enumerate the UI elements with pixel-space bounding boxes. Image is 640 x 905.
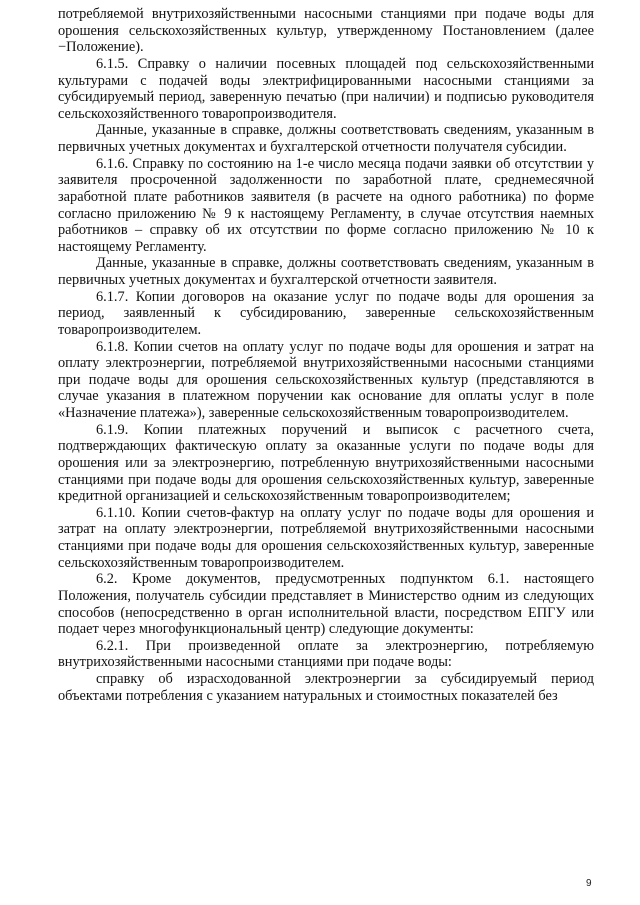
paragraph-6-1-5: 6.1.5. Справку о наличии посевных площадей под сельскохозяйственными культурами с подачей воды электрифицированными насосными станциями за субсидируемый период, заверенную печатью (при наличии) и подписью руководителя сельскохозяйственного товаропроизводителя. — [58, 55, 594, 122]
paragraph-6-2: 6.2. Кроме документов, предусмотренных подпунктом 6.1. настоящего Положения, получатель субсидии представляет в Министерство одним из следующих способов (непосредственно в орган исполнительной власти, посредством ЕПГУ или подает через многофункциональный центр) следующие документы: — [58, 571, 594, 638]
paragraph-6-1-5-data: Данные, указанные в справке, должны соответствовать сведениям, указанным в первичных учетных документах и бухгалтерской отчетности получателя субсидии. — [58, 122, 594, 155]
paragraph-6-1-7: 6.1.7. Копии договоров на оказание услуг по подаче воды для орошения за период, заявленный к субсидированию, заверенные сельскохозяйственным товаропроизводителем. — [58, 288, 594, 338]
paragraph-6-2-1-item: справку об израсходованной электроэнергии за субсидируемый период объектами потребления с указанием натуральных и стоимостных показателей без — [58, 671, 594, 704]
paragraph-continuation: потребляемой внутрихозяйственными насосными станциями при подаче воды для орошения сельскохозяйственных культур, утвержденному Постановлением (далее −Положение). — [58, 6, 594, 56]
paragraph-6-1-8: 6.1.8. Копии счетов на оплату услуг по подаче воды для орошения и затрат на оплату электроэнергии, потребляемой внутрихозяйственными насосными станциями при подаче воды для орошения сельскохозяйственных культур (представляются в случае указания в платежном поручении как основание для оплаты услуг в поле «Назначение платежа»), заверенные сельскохозяйственным товаропроизводителем. — [58, 338, 594, 421]
paragraph-6-1-9: 6.1.9. Копии платежных поручений и выписок с расчетного счета, подтверждающих фактическую оплату за оказанные услуги по подаче воды для орошения или за электроэнергию, потребленную внутрихозяйственными насосными станциями при подаче воды для орошения сельскохозяйственных культур, заверенные кредитной организацией и сельскохозяйственным товаропроизводителем; — [58, 421, 594, 505]
paragraph-6-1-6-data: Данные, указанные в справке, должны соответствовать сведениям, указанным в первичных учетных документах и бухгалтерской отчетности заявителя. — [58, 255, 594, 288]
document-body — [58, 6, 594, 704]
paragraph-6-2-1: 6.2.1. При произведенной оплате за электроэнергию, потребляемую внутрихозяйственными насосными станциями при подаче воды: — [58, 637, 594, 671]
page-number: 9 — [586, 878, 592, 889]
paragraph-6-1-6: 6.1.6. Справку по состоянию на 1-е число месяца подачи заявки об отсутствии у заявителя просроченной задолженности по заработной плате, среднемесячной заработной плате работников заявителя (в расчете на одного работника) по форме согласно приложению № 9 к настоящему Регламенту, в случае отсутствия наемных работников – справку об их отсутствии по форме согласно приложению № 10 к настоящему Регламенту. — [58, 155, 594, 255]
paragraph-6-1-10: 6.1.10. Копии счетов-фактур на оплату услуг по подаче воды для орошения и затрат на оплату электроэнергии, потребляемой внутрихозяйственными насосными станциями при подаче воды для орошения сельскохозяйственных культур, заверенные сельскохозяйственным товаропроизводителем. — [58, 504, 594, 571]
